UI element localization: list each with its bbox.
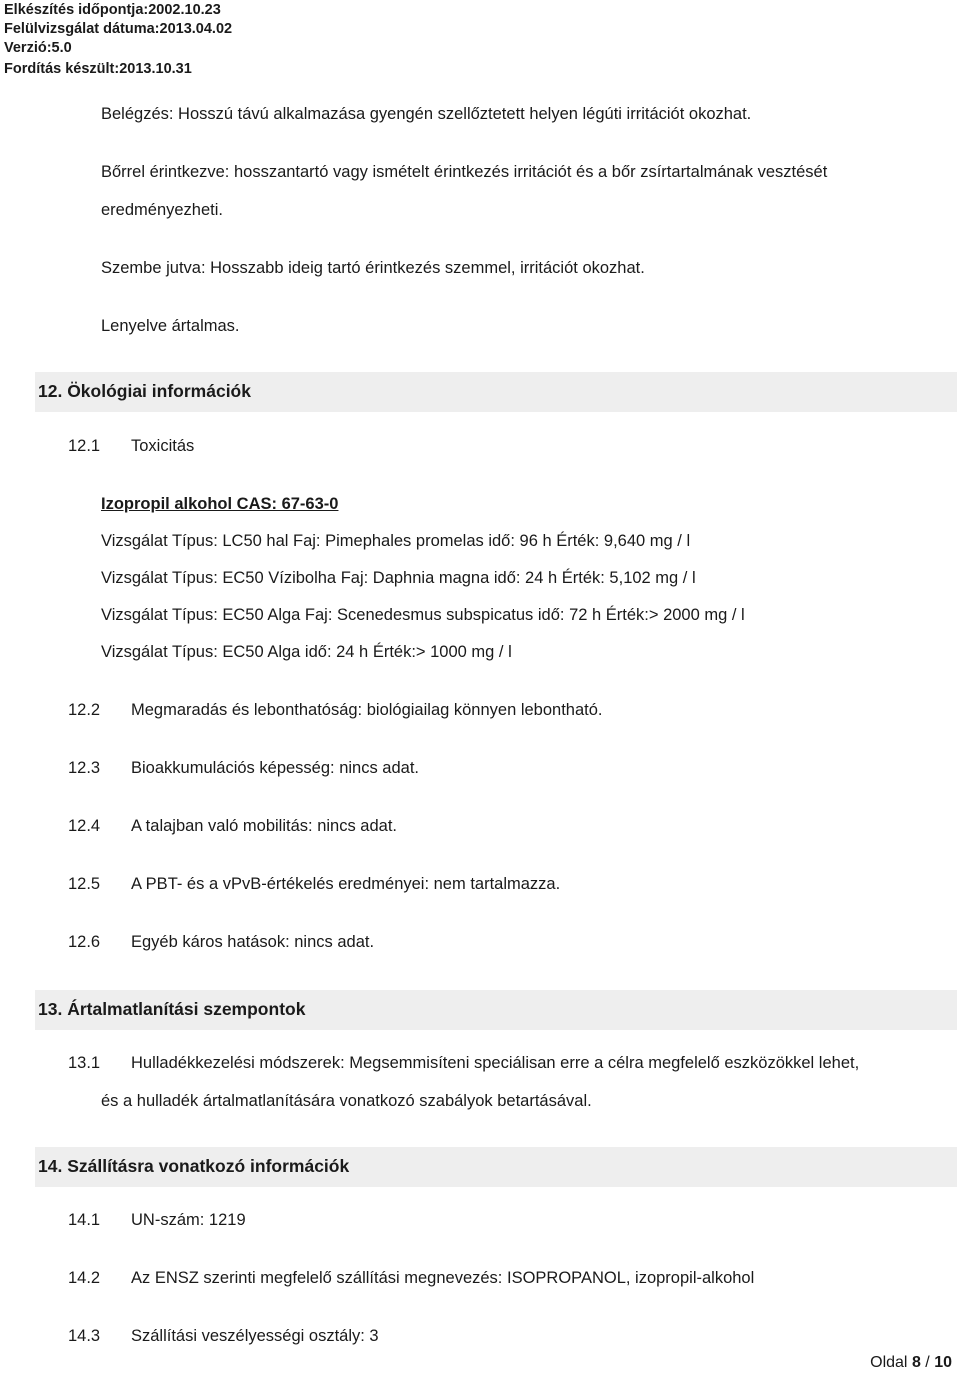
item-text: A talajban való mobilitás: nincs adat.: [131, 817, 397, 835]
item-number: 14.3: [68, 1327, 101, 1345]
toxicity-test-row: Vizsgálat Típus: EC50 Alga Faj: Scenedesmus subspicatus idő: 72 h Érték:> 2000 mg / l: [101, 606, 745, 624]
section-12-heading: [35, 372, 957, 412]
doc-version: Verzió:5.0: [4, 40, 72, 56]
item-text: A PBT- és a vPvB-értékelés eredményei: nem tartalmazza.: [131, 875, 561, 893]
toxicity-test-row: Vizsgálat Típus: EC50 Alga idő: 24 h Érték:> 1000 mg / l: [101, 643, 512, 661]
effect-skin-line2: eredményezheti.: [101, 201, 223, 219]
effect-inhalation: Belégzés: Hosszú távú alkalmazása gyengén szellőztetett helyen légúti irritációt okozhat.: [101, 105, 752, 123]
page-separator: /: [925, 1354, 930, 1371]
item-number: 12.6: [68, 933, 101, 951]
doc-created-date: Elkészítés időpontja:2002.10.23: [4, 2, 221, 18]
item-text: UN-szám: 1219: [131, 1211, 246, 1229]
effect-ingestion: Lenyelve ártalmas.: [101, 317, 240, 335]
page-number: [870, 1354, 952, 1372]
current-page: 8: [911, 1354, 921, 1371]
toxicity-label: Toxicitás: [131, 437, 195, 455]
doc-translated-date: Fordítás készült:2013.10.31: [4, 61, 192, 77]
item-number: 14.2: [68, 1269, 101, 1287]
section-13-title: 13. Ártalmatlanítási szempontok: [38, 999, 306, 1019]
item-number: 12.3: [68, 759, 101, 777]
item-number: 14.1: [68, 1211, 101, 1229]
section-12-title: 12. Ökológiai információk: [38, 381, 251, 401]
item-text: Bioakkumulációs képesség: nincs adat.: [131, 759, 419, 777]
item-number: 12.4: [68, 817, 101, 835]
toxicity-test-row: Vizsgálat Típus: EC50 Vízibolha Faj: Daphnia magna idő: 24 h Érték: 5,102 mg / l: [101, 569, 696, 587]
item-text: Szállítási veszélyességi osztály: 3: [131, 1327, 379, 1345]
effect-skin-line1: Bőrrel érintkezve: hosszantartó vagy ismételt érintkezés irritációt és a bőr zsírtartalmának vesztését: [101, 163, 828, 181]
disposal-line2: és a hulladék ártalmatlanítására vonatkozó szabályok betartásával.: [101, 1092, 592, 1110]
section-14-heading: [35, 1147, 957, 1187]
toxicity-number: 12.1: [68, 437, 101, 455]
section-14-title: 14. Szállításra vonatkozó információk: [38, 1156, 350, 1176]
disposal-number: 13.1: [68, 1054, 101, 1072]
substance-heading: Izopropil alkohol CAS: 67-63-0: [101, 495, 339, 513]
effect-eye: Szembe jutva: Hosszabb ideig tartó érintkezés szemmel, irritációt okozhat.: [101, 259, 645, 277]
disposal-line1: Hulladékkezelési módszerek: Megsemmisíteni speciálisan erre a célra megfelelő eszközökkel lehet,: [131, 1054, 860, 1072]
item-number: 12.5: [68, 875, 101, 893]
section-13-heading: [35, 990, 957, 1030]
item-text: Az ENSZ szerinti megfelelő szállítási megnevezés: ISOPROPANOL, izopropil-alkohol: [131, 1269, 755, 1287]
item-number: 12.2: [68, 701, 101, 719]
total-pages: 10: [934, 1354, 952, 1371]
doc-revised-date: Felülvizsgálat dátuma:2013.04.02: [4, 21, 233, 37]
item-text: Egyéb káros hatások: nincs adat.: [131, 933, 375, 951]
page-label: Oldal: [870, 1354, 908, 1371]
toxicity-test-row: Vizsgálat Típus: LC50 hal Faj: Pimephales promelas idő: 96 h Érték: 9,640 mg / l: [101, 532, 691, 550]
item-text: Megmaradás és lebonthatóság: biológiailag könnyen lebontható.: [131, 701, 603, 719]
